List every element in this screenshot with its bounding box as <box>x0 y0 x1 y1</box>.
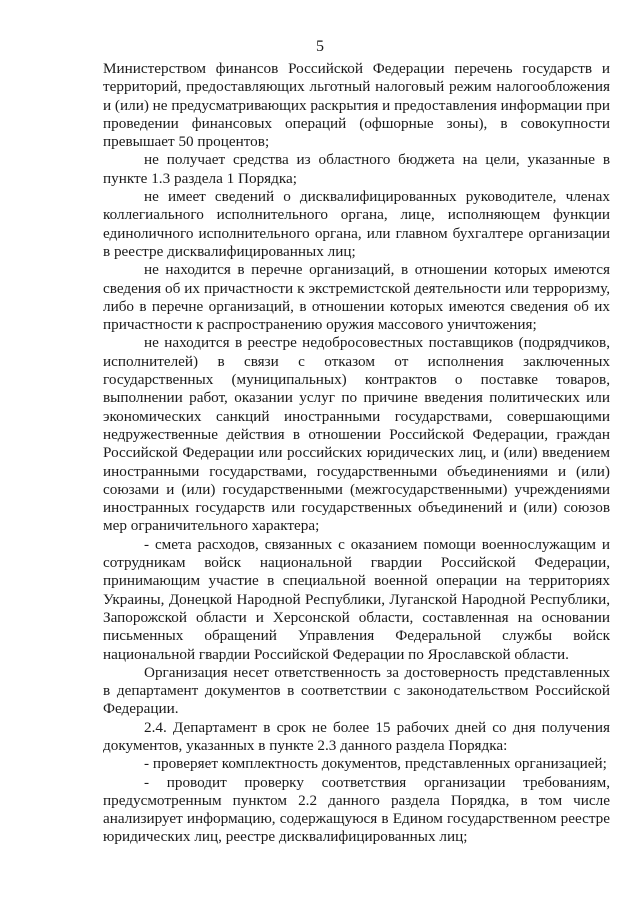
paragraph: не находится в реестре недобросовестных поставщиков (подрядчиков, исполнителей) в связи с отказом от исполнения заключенных государственных (муниципальных) контрактов о поставке товаров, выполнении работ, оказании услуг по причине введения политических или экономических санкций иностранными государствами, совершающими недружественные действия в отношении Российской Федерации, граждан Российской Федерации или российских юридических лиц, и (или) введением иностранными государствами, государственными объединениями и (или) союзами и (или) государственными (межгосударственными) учреждениями иностранных государств или государственных объединений и (или) союзов мер ограничительного характера; <box>103 334 610 535</box>
paragraph: не получает средства из областного бюджета на цели, указанные в пункте 1.3 раздела 1 Порядка; <box>103 151 610 187</box>
page-number: 5 <box>316 38 324 55</box>
paragraph: 2.4. Департамент в срок не более 15 рабочих дней со дня получения документов, указанных в пункте 2.3 данного раздела Порядка: <box>103 718 610 754</box>
paragraph: Министерством финансов Российской Федерации перечень государств и территорий, предоставляющих льготный налоговый режим налогообложения и (или) не предусматривающих раскрытия и предоставления информации при проведении финансовых операций (офшорные зоны), в совокупности превышает 50 процентов; <box>103 60 610 151</box>
paragraph: - проводит проверку соответствия организации требованиям, предусмотренным пунктом 2.2 данного раздела Порядка, в том числе анализирует информацию, содержащуюся в Едином государственном реестре юридических лиц, реестре дисквалифицированных лиц; <box>103 773 610 846</box>
document-body <box>103 60 610 847</box>
paragraph: Организация несет ответственность за достоверность представленных в департамент документов в соответствии с законодательством Российской Федерации. <box>103 663 610 718</box>
paragraph: не находится в перечне организаций, в отношении которых имеются сведения об их причастности к экстремистской деятельности или терроризму, либо в перечне организаций, в отношении которых имеются сведения об их причастности к распространению оружия массового уничтожения; <box>103 261 610 334</box>
paragraph: не имеет сведений о дисквалифицированных руководителе, членах коллегиального исполнительного органа, лице, исполняющем функции единоличного исполнительного органа, или главном бухгалтере организации в реестре дисквалифицированных лиц; <box>103 188 610 260</box>
paragraph: - смета расходов, связанных с оказанием помощи военнослужащим и сотрудникам войск национальной гвардии Российской Федерации, принимающим участие в специальной военной операции на территориях Украины, Донецкой Народной Республики, Луганской Народной Республики, Запорожской области и Херсонской области, составленная на основании письменных обращений Управления Федеральной службы войск национальной гвардии Российской Федерации по Ярославской области. <box>103 535 610 663</box>
paragraph: - проверяет комплектность документов, представленных организацией; <box>144 755 607 773</box>
